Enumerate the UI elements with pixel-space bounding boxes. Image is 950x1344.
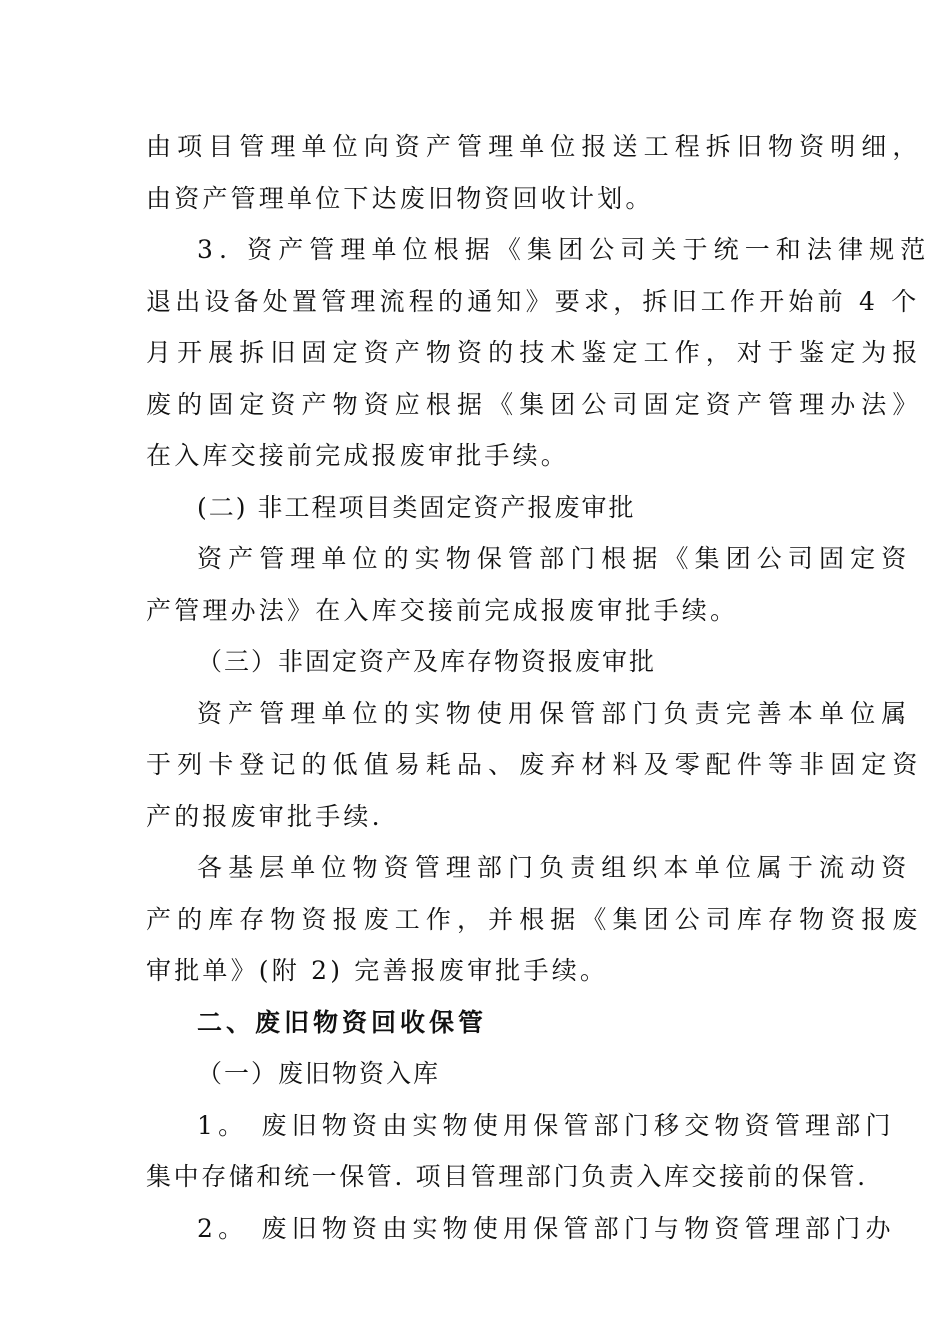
paragraph-line: 产的库存物资报废工作，并根据《集团公司库存物资报废 [146,905,924,934]
paragraph-line: 在入库交接前完成报废审批手续。 [146,441,570,470]
paragraph-line: 由项目管理单位向资产管理单位报送工程拆旧物资明细， [146,132,924,161]
paragraph-line: 退出设备处置管理流程的通知》要求，拆旧工作开始前 4 个 [146,287,921,316]
paragraph-line: 集中存储和统一保管. 项目管理部门负责入库交接前的保管. [146,1162,868,1191]
paragraph-line: 审批单》(附 2) 完善报废审批手续。 [146,956,609,985]
paragraph-line: 资产管理单位的实物使用保管部门负责完善本单位属 [197,699,913,728]
section-heading: （三）非固定资产及库存物资报废审批 [197,647,657,676]
paragraph-line: 产管理办法》在入库交接前完成报废审批手续。 [146,596,739,625]
paragraph-line: 废的固定资产物资应根据《集团公司固定资产管理办法》 [146,390,924,419]
section-heading: (二) 非工程项目类固定资产报废审批 [197,493,636,522]
paragraph-line: 1。 废旧物资由实物使用保管部门移交物资管理部门 [197,1111,896,1140]
paragraph-line: 资产管理单位的实物保管部门根据《集团公司固定资 [197,544,913,573]
paragraph-line: 产的报废审批手续. [146,802,383,831]
paragraph-line: 2。 废旧物资由实物使用保管部门与物资管理部门办 [197,1214,896,1243]
paragraph-line: 3. 资产管理单位根据《集团公司关于统一和法律规范 [197,235,932,264]
paragraph-line: 月开展拆旧固定资产物资的技术鉴定工作，对于鉴定为报 [146,338,924,367]
paragraph-line: 各基层单位物资管理部门负责组织本单位属于流动资 [197,853,913,882]
paragraph-line: 由资产管理单位下达废旧物资回收计划。 [146,184,654,213]
chapter-heading: 二、废旧物资回收保管 [197,1008,488,1037]
section-heading: （一）废旧物资入库 [197,1059,441,1088]
paragraph-line: 于列卡登记的低值易耗品、废弃材料及零配件等非固定资 [146,750,924,779]
